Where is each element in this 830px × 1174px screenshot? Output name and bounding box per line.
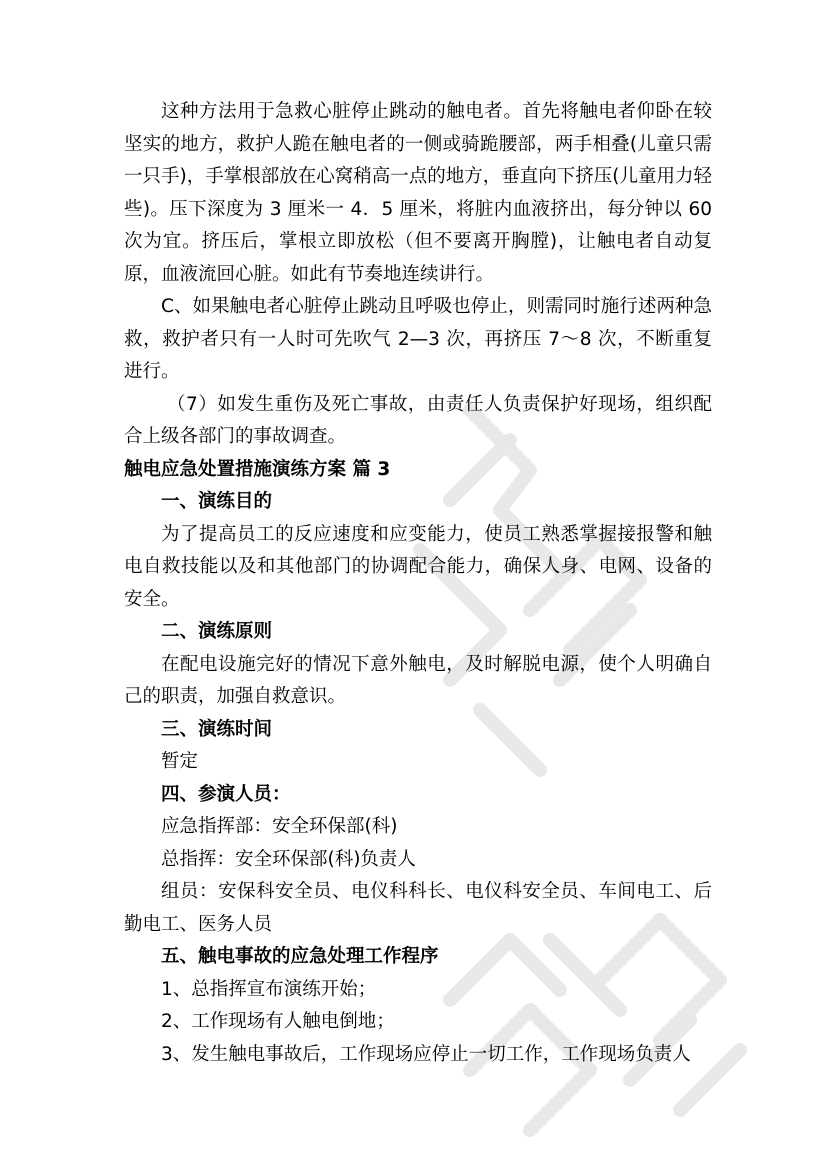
text-team-members: 组员：安保科安全员、电仪科科长、电仪科安全员、车间电工、后勤电工、医务人员: [124, 881, 712, 935]
document-body: [124, 96, 712, 1071]
heading-participants: 四、参演人员：: [161, 783, 291, 805]
procedure-item-1: 1、总指挥宣布演练开始；: [161, 978, 377, 1000]
heading-drill-principle: 二、演练原则: [161, 621, 273, 642]
text-drill-time: 暂定: [161, 751, 199, 772]
section-title: 触电应急处置措施演练方案 篇 3: [124, 458, 391, 480]
text-command-center: 应急指挥部：安全环保部(科): [161, 816, 398, 837]
text-drill-purpose: 为了提高员工的反应速度和应变能力，使员工熟悉掌握接报警和触电自救技能以及和其他部门的协调配合能力，确保人身、电网、设备的安全。: [124, 523, 712, 610]
paragraph-cpr-method: 这种方法用于急救心脏停止跳动的触电者。首先将触电者仰卧在较坚实的地方，救护人跪在触电者的一侧或骑跪腰部，两手相叠(儿童只需一只手)，手掌根部放在心窝稍高一点的地方，垂直向下挤压(儿童用力轻些)。压下深度为 3 厘米一 4．5 厘米，将脏内血液挤出，每分钟以 60 次为宜。挤压后，掌根立即放松（但不要离开胸膛)，让触电者自动复原，血液流回心脏。如此有节奏地连续讲行。: [124, 101, 712, 285]
paragraph-combined-rescue: C、如果触电者心脏停止跳动且呼吸也停止，则需同时施行述两种急救，救护者只有一人时可先吹气 2—3 次，再挤压 7～8 次，不断重复进行。: [124, 296, 712, 382]
heading-drill-time: 三、演练时间: [161, 718, 273, 740]
procedure-item-3: 3、发生触电事故后，工作现场应停止一切工作，工作现场负责人: [161, 1043, 691, 1065]
text-commander: 总指挥：安全环保部(科)负责人: [161, 848, 416, 870]
procedure-item-2: 2、工作现场有人触电倒地；: [161, 1011, 395, 1032]
text-drill-principle: 在配电设施完好的情况下意外触电，及时解脱电源，使个人明确自己的职责，加强自救意识。: [124, 653, 712, 707]
heading-procedure: 五、触电事故的应急处理工作程序: [161, 946, 439, 967]
heading-drill-purpose: 一、演练目的: [161, 491, 273, 512]
paragraph-accident-scene: （7）如发生重伤及死亡事故，由责任人负责保护好现场，组织配合上级各部门的事故调查。: [124, 393, 712, 447]
